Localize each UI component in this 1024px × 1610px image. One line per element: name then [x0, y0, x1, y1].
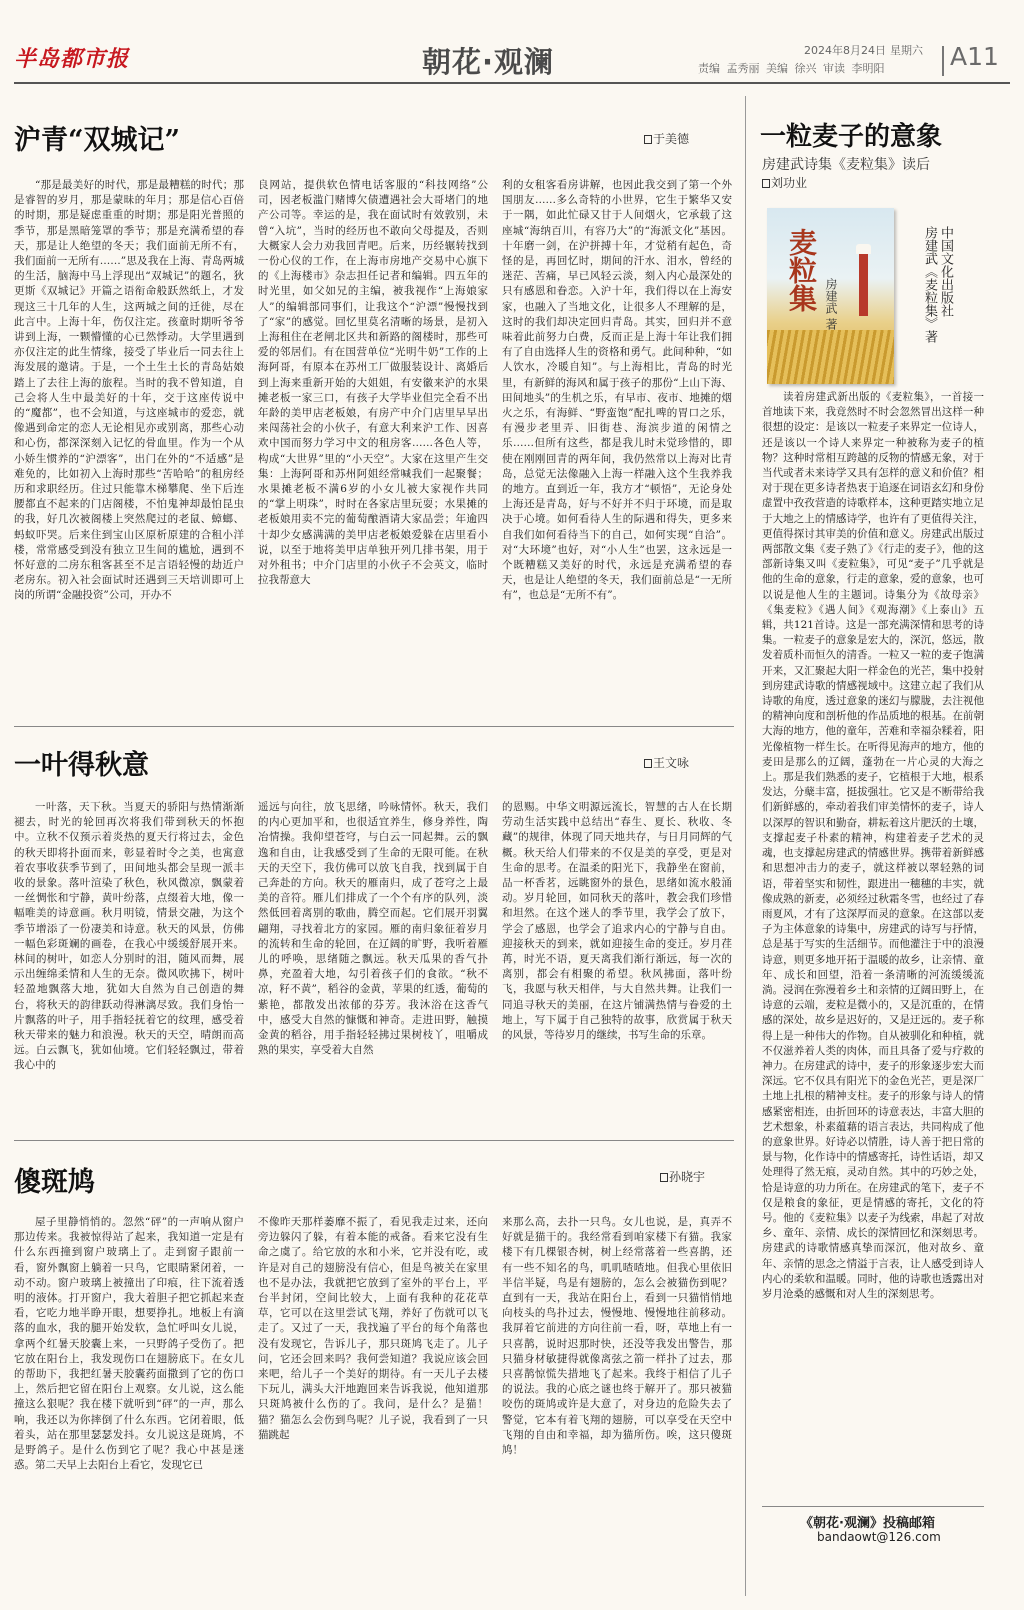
article-title-wheat: 一粒麦子的意象 — [760, 122, 943, 152]
masthead-rule — [14, 82, 1010, 84]
book-cover-image — [767, 208, 894, 384]
article-column: 遥远与向往，放飞思绪，吟咏情怀。秋天，我们的内心更加平和，也很适宜养生，修身养性，陶冶情操。我仰望苍穹，与白云一同起舞。云的飘逸和自由，让我感受到了生命的无限可能。在秋天的天空下，我仿佛可以放飞自我，找到属于自己奔赴的方向。秋天的雁南归，成了苍穹之上最美的音符。雁儿们排成了一个个有序的队列，淡然低回着离别的歌曲，腾空而起。它们展开羽翼翩翔，寻找着北方的家园。雁的南归象征着岁月的流转和生命的轮回，在辽阔的旷野，我听着雁儿的呼唤，思绪随之飘远。秋天瓜果的香气扑鼻，充盈着大地，勾引着孩子们的食欲。“秋不凉，籽不黄”，稻谷的金黄，苹果的红透，葡萄的紫艳，都散发出浓郁的芬芳。我沐浴在这香气中，感受大自然的慷慨和神奇。走进田野，触摸金黄的稻谷，用手指轻轻拂过果树枝丫，咀嚼成熟的果实，享受着大自然 — [258, 801, 488, 1057]
issue-weekday: 星期六 — [890, 44, 923, 57]
byline-box-icon — [660, 1173, 668, 1182]
article-column: 良网站，提供软色情电话客服的“科技网络”公司，因老板滥门赌博欠债遭遇社会大哥堵门的地产公司等。幸运的是，我在面试时有效敦别，未曾“入坑”，当时的经历也不敢向父母提及，否则大概家人会力劝我回青吧。后来，历经辗转找到一份心仪的工作，在上海市房地产交易中心旗下的《上海楼市》杂志担任记者和编辑。四五年的时光里，如父如兄的主编，被我视作“上海娘家人”的编辑部同事们，让我这个“沪漂”慢慢找到了“家”的感觉。回忆里莫名清晰的场景，是初入上海租住在老闸北区共和新路的阁楼时，那些可爱的邻居们。有在国营单位“光明牛奶”工作的上海阿哥，有原本在苏州工厂做服装设计、离婚后到上海来重新开始的大姐姐，有安徽来沪的水果摊老板一家三口，有孩子大学毕业但完全看不出年龄的美甲店老板娘，有房产中介门店里早早出来闯荡社会的小伙子，有意大利来沪工作、因喜欢中国而努力学习中文的租房客……各色人等，构成“大世界”里的“小天空”。大家在这里产生交集：上海阿哥和苏州阿姐经常喊我们一起聚餐；水果摊老板不满6岁的小女儿被大家视作共同的“掌上明珠”，时时在各家店里玩耍；水果摊的老板娘用卖不完的葡萄酿酒请大家品尝；年逾四十却少女感满满的美甲店老板娘爱躲在店里看小说，以至于地将美甲店单独开列几排书架，用于对外租书；中介门店里的小伙子不会英文，临时拉我帮意大 — [258, 179, 488, 587]
article-subtitle: 房建武诗集《麦粒集》读后 — [762, 157, 930, 173]
mailbox-divider — [762, 1506, 984, 1507]
publisher-name: 中国文化出版社 — [938, 226, 953, 317]
article-column: 读着房建武新出版的《麦粒集》，一首接一首地读下来，我竟然时不时会忽然冒出这样一种很想的设定：是该以一粒麦子来界定一位诗人，还是该以一个诗人来界定一种被称为麦子的植物？这种时常相互跨越的反物的情感无象，对于当代或者未来诗学又具有怎样的意义和价值？相对于现在更多诗者热衷于追逐在词语玄幻和身份虚置中孜孜营造的诗歌样本，这种更踏实地立足于大地之上的情感诗学，也许有了更值得关注，更值得探讨其审美的价值和意义。房建武出版过两部散文集《麦子熟了》《行走的麦子》，他的这部新诗集又叫《麦粒集》，可见“麦子”几乎就是他的生命的意象，行走的意象，爱的意象，也可以说是他人生的主题词。诗集分为《故母亲》《集麦粒》《遇人间》《观海潮》《上泰山》五辑，共121首诗。这是一部充满深情和思考的诗集。一粒麦子的意象是宏大的，深沉，悠远，散发着质朴而恒久的清香。一粒又一粒的麦子饱满开来，又汇聚起大阳一样金色的光芒，集中投射到房建武诗歌的情感视域中。这建立起了我们从诗歌的角度，透过意象的迷幻与朦胧，去注视他的精神向度和剖析他的作品质地的根基。在前朝大海的地方，他的童年，苦难和幸福杂糅着，阳光像植物一样生长。在听得见海声的地方，他的麦田是那么的辽阔，蓬勃在一片心灵的大海之上。那是我们熟悉的麦子，它植根于大地，根系发达，分蘖丰富，挺拔强壮。它又是不断带给我们新鲜感的，牵动着我们审美情怀的麦子，诗人以深厚的智识和勤奋，耕耘着这片肥沃的土壤，支撑起麦子朴素的精神，构建着麦子艺术的灵魂，也支撑起房建武的情感世界。携带着新鲜感和思想冲击力的麦子，就这样被以翠轻熟的词语，带着坚实和韧性，跟进出一穗穗的丰实，就像成熟的新麦，必须经过秋霜冬雪，也经过了春雨夏风，才有了这深厚而灵的意象。在这部以麦子为主体意象的诗集中，房建武的诗写与抒情，总是基于写实的生活细节。而他灌注于中的浪漫诗意，则更多地开拓于温暖的故乡，让亲情、童年、成长和回望，沿着一条清晰的河流缓缓流淌。浸润在弥漫着乡土和亲情的辽阔田野上，在诗意的云端，麦粒是微小的，又是沉重的，在情感的深处，故乡是迟好的，又是迂远的。麦子称得上是一种伟大的作物。自从被驯化和种植，就不仅滋养着人类的肉体，而且具备了爱与疗救的神力。在房建武的诗中，麦子的形象逐步宏大而深远。它不仅具有阳光下的金色光芒，更是深厂土地上扎根的精神支柱。麦子的形象与诗人的情感紧密相连，由折回环的诗意表达，丰富大胆的艺术想象，朴素蕴藉的语言表达，共同构成了他的意象世界。好诗必以情胜，诗人善于把日常的景与物，化作诗中的情感寄托，诗性话语，却又处理得了然无痕，灵动自然。其中的巧妙之处，恰是诗意的功力所在。在房建武的笔下，麦子不仅是粮食的象征，更是情感的寄托，文化的符号。他的《麦粒集》以麦子为线索，串起了对故乡、童年、亲情、成长的深情回忆和深刻思考。房建武的诗歌情感真挚而深沉，他对故乡、童年、亲情的思念之情溢于言表，让人感受到诗人内心的柔软和温暖。同时，他的诗歌也透露出对岁月沧桑的感慨和对人生的深刻思考。 — [762, 391, 984, 1300]
author-name: 孙晓宇 — [669, 1170, 706, 1184]
mailbox-title: 《朝花·观澜》投稿邮箱 — [800, 1516, 935, 1531]
wheat-field-icon — [767, 330, 894, 384]
article-title-shanghai-qingdao: 沪青“双城记” — [14, 125, 181, 156]
newspaper-logo: 半岛都市报 — [14, 46, 130, 72]
article-column: 屋子里静悄悄的。忽然“砰”的一声响从窗户那边传来。我被惊得站了起来，我知道一定是有什么东西撞到窗户玻璃上了。走到窗子跟前一看，窗外飘窗上躺着一只鸟，它眼睛紧闭着，一动不动。窗户玻璃上被撞出了印痕，往下流着透明的液体。打开窗户，我大着胆子把它抓起来查看，它吃力地半睁开眼，想要挣扎。地板上有滴落的血水，我的腿开始发软，急忙呼叫女儿说，拿两个红暑天胶囊上来，一只野鸽子受伤了。把它放在阳台上，我发现伤口在翅膀底下。在女儿的帮助下，我把红暑天胶囊药面撒到了它的伤口上，然后把它留在阳台上观察。女儿说，这么能撞这么狠呢？我在楼下就听到“砰”的一声，那么响，我还以为你摔倒了什么东西。它闭着眼，低着头，站在那里瑟瑟发抖。女儿说这是斑鸠，不是野鸽子。是什么伤到它了呢？我心中甚是迷惑。第二天早上去阳台上看它，发现它已 — [14, 1216, 244, 1472]
section-divider — [14, 1140, 734, 1141]
article-byline — [660, 1168, 705, 1185]
article-body — [14, 178, 734, 718]
article-column: 不像昨天那样萎靡不振了，看见我走过来，还向旁边躲闪了躲，有着本能的戒备。看来它没有生命之虞了。给它放的水和小米，它并没有吃，或许是对自己的翅膀没有信心，但是鸟被关在家里也不是办法，我就把它放到了室外的平台上，平台半封闭，空间比较大，上面有我种的花花草草，它可以在这里尝试飞翔，养好了伤就可以飞走了。又过了一天，我找遍了平台的每个角落也没有发现它，告诉儿子，那只斑鸠飞走了。儿子问，它还会回来吗？我何尝知道？我说应该会回来吧，给儿子一个美好的期待。有一天儿子去楼下玩儿，满头大汗地跑回来告诉我说，他知道那只斑鸠被什么伤的了。我问，是什么？是猫！猫？猫怎么会伤到鸟呢？儿子说，我看到了一只猫跳起 — [258, 1216, 488, 1441]
author-name: 刘功业 — [771, 176, 808, 190]
article-title-dove: 傻斑鸠 — [14, 1167, 95, 1198]
article-title-autumn: 一叶得秋意 — [14, 750, 149, 781]
article-column: 来那么高，去扑一只鸟。女儿也说，是，真弄不好就是猫干的。我经常看到咱家楼下有猫。我家楼下有几棵银杏树，树上经常落着一些喜鹊，还有一些不知名的鸟，叽叽喳喳地。但我心里依旧半信半疑，鸟是有翅膀的，怎么会被猫伤到呢？直到有一天，我站在阳台上，看到一只猫悄悄地向枝头的鸟扑过去，慢慢地、慢慢地往前移动。我屏着它前进的方向往前一看，呀，草地上有一只喜鹊，说时迟那时快，还没等我发出警告，那只猫身材敏捷得就像离弦之箭一样扑了过去，那只喜鹊惊慌失措地飞了起来。我终于相信了儿子的说法。我的心底之谜也终于解开了。那只被猫咬伤的斑鸠或许是大意了，对身边的危险失去了警觉，它本有着飞翔的翅膀，可以享受在天空中飞翔的自由和幸福，却为猫所伤。唉，这只傻斑鸠！ — [502, 1216, 732, 1457]
author-name: 王文咏 — [653, 756, 690, 770]
editor-credits: 责编 孟秀丽 美编 徐兴 审读 李明阳 — [698, 62, 885, 75]
article-byline — [644, 754, 689, 771]
article-byline — [644, 130, 689, 147]
byline-box-icon — [644, 135, 652, 144]
article-body — [14, 800, 734, 1130]
issue-date: 2024年8月24日 — [804, 44, 886, 57]
article-column: 一叶落，天下秋。当夏天的骄阳与热情渐渐褪去，时光的轮回再次将我们带到秋天的怀抱中。立秋不仅预示着炎热的夏天行将过去，金色的秋天即将扑面而来，彰显着时令之美，也寓意着农事收获季节到了，田间地头都会呈现一派丰收的景象。落叶渲染了秋色，秋风微凉，飘蒙着一丝惆怅和宁静，黄叶纷落，点缀着大地，像一幅唯美的诗意画。秋月明镜，情景交融，为这个季节增添了一份凄美和诗意。秋天的风景，仿佛一幅色彩斑斓的画卷，在我心中缓缓舒展开来。林间的树叶，如恋人分别时的泪，随风而舞，展示出缠绵柔情和人生的无奈。微风吹拂下，树叶轻盈地飘落大地，犹如大自然为自己创造的舞台，将秋天的韵律跃动得淋漓尽致。我们身怡一片飘落的叶子，用手指轻抚着它的纹理，感受着秋天带来的魅力和浪漫。秋天的天空，晴朗而高远。白云飘飞，犹如仙境。它们轻轻飘过，带着我心中的 — [14, 801, 244, 1072]
masthead — [14, 38, 1010, 86]
author-name: 于美德 — [653, 132, 690, 146]
book-cover-title: 麦粒集 — [785, 228, 818, 312]
article-body — [14, 1215, 734, 1600]
article-column: 的恩赐。中华文明源远流长，智慧的古人在长期劳动生活实践中总结出“春生、夏长、秋收、冬藏”的规律，体现了同天地共存，与日月同辉的气概。秋天给人们带来的不仅是美的享受，更是对生命的思考。在温柔的阳光下，我静坐在窗前，品一杯香茗，远眺窗外的景色，思绪如流水般涌动。岁月轮回，如同秋天的落叶，教会我们珍惜和坦然。在这个迷人的季节里，我学会了放下，学会了感恩，也学会了追求内心的宁静与自由。迎接秋天的到来，就如迎接生命的变迁。岁月荏苒，时光不语，夏天离我们渐行渐远，每一次的离别，都会有相聚的希望。秋风拂面，落叶纷飞，我愿与秋天相伴，与大自然共舞。让我们一同追寻秋天的美丽，在这片铺满热情与眷爱的土地上，写下属于自己独特的故事，欣赏属于秋天的风景，等待岁月的继续，书写生命的乐章。 — [502, 801, 732, 1042]
byline-box-icon — [644, 759, 652, 768]
article-column: “那是最美好的时代，那是最糟糕的时代；那是睿智的岁月，那是蒙昧的年月；那是信心百倍的时期，那是疑虑重重的时期；那是阳光普照的季节，那是黑暗笼罩的季节；那是充满希望的春天，那是让人绝望的冬天；我们面前无所不有，我们面前一无所有……”思及我在上海、青岛两城的生活，脑海中马上浮现出“双城记”的题名，狄更斯《双城记》开篇之语衔命般跃然纸上，才发现这三十几年的人生，这两城之间的迁徙，尽在此言中。上海十年，伤仅注定。孩童时期听爷爷讲到上海，一颗懵懂的心已然悸动。大学里遇到亦仅注定的此生情缘，接受了毕业后一同去往上海发展的邀请。于是，一个土生土长的青岛姑娘踏上了去往上海的旅程。当时的我不曾知道，自己会将人生中最美好的十年，交于这座传说中的“魔都”，也不会知道，与这座城市的爱恋，就像遇到命定的恋人无论相见亦或别离，那些心动和心伤，都深深刻入记忆的骨血里。作为一个从小娇生惯养的“沪漂客”，出门在外的“不适感”是难免的，比如初入上海时那些“苦哈哈”的租房经历和求职经历。住过只能靠木梯攀爬、坐下后连腰都直不起来的门店阁楼，不怕鬼神却最怕昆虫的我，好几次被阁楼上突然爬过的老鼠、蟑螂、蚂蚁吓哭。后来住到宝山区原析原建的合租小洋楼，常常感受到没有独立卫生间的尴尬，遇到不怀好意的二房东租客甚至不足言语轻慢的劫近户老房东。初入社会面试时还遇到三天培训即可上岗的所谓“金融投资”公司，开办不 — [14, 179, 244, 602]
mailbox-email[interactable]: bandaowt@126.com — [817, 1530, 941, 1544]
section-title: 朝花·观澜 — [422, 45, 555, 79]
article-column: 利的女租客看房讲解，也因此我交到了第一个外国朋友……多么奇特的小世界，它生于繁华又安于一隅，如此忙碌又甘于人间烟火，它承载了这座城“海纳百川，有容乃大”的“海派文化”基因。十年磨一剑，在沪拼搏十年，才觉稍有起色，奇怪的是，再回忆时，期间的汗水、泪水，曾经的迷茫、苦痛，早已风轻云淡，刻入内心最深处的只有感恩和眷恋。入沪十年，我们得以在上海安家，也融入了当地文化，让很多人不理解的是，这时的我们却决定回归青岛。其实，回归并不意味着此前努力白费，反而正是上海十年让我们拥有了自由选择人生的资格和勇气。此间种种，“如人饮水，冷暖自知”。与上海相比，青岛的时光里，有新鲜的海风和属于孩子的那份“上山下海、田间地头”的生机之乐，有早市、夜市、地摊的烟火之乐，有海鲜、“野蛮饱”配扎啤的胃口之乐，有漫步老里弄、旧街巷、海滨步道的闲情之乐……但所有这些，都是我儿时未觉珍惜的，即使在刚刚回青的两年间，我仍然常以上海对比青岛，总觉无法像融入上海一样融入这个生我养我的地方。直到近一年，我方才“顿悟”，无论身处上海还是青岛，好与不好并不归于环境，而是取决于心境。如何看待人生的际遇和得失，更多来自我们如何看待当下的自己，如何实现“自洽”。对“大环境”也好，对“小人生”也罢，这永远是一个既糟糕又美好的时代，永远是充满希望的春天，也是让人绝望的冬天，我们面前总是“一无所有”，也总是“无所不有”。 — [502, 179, 732, 602]
book-cover-author: 房建武 著 — [824, 278, 838, 330]
column-divider — [745, 96, 746, 1596]
article-byline — [762, 174, 807, 191]
byline-box-icon — [762, 179, 770, 188]
book-publisher-info — [921, 226, 953, 343]
page-number: A11 — [950, 42, 999, 71]
lighthouse-icon — [859, 254, 868, 316]
section-divider — [14, 726, 734, 727]
book-info: 房建武《麦粒集》著 — [922, 226, 937, 343]
